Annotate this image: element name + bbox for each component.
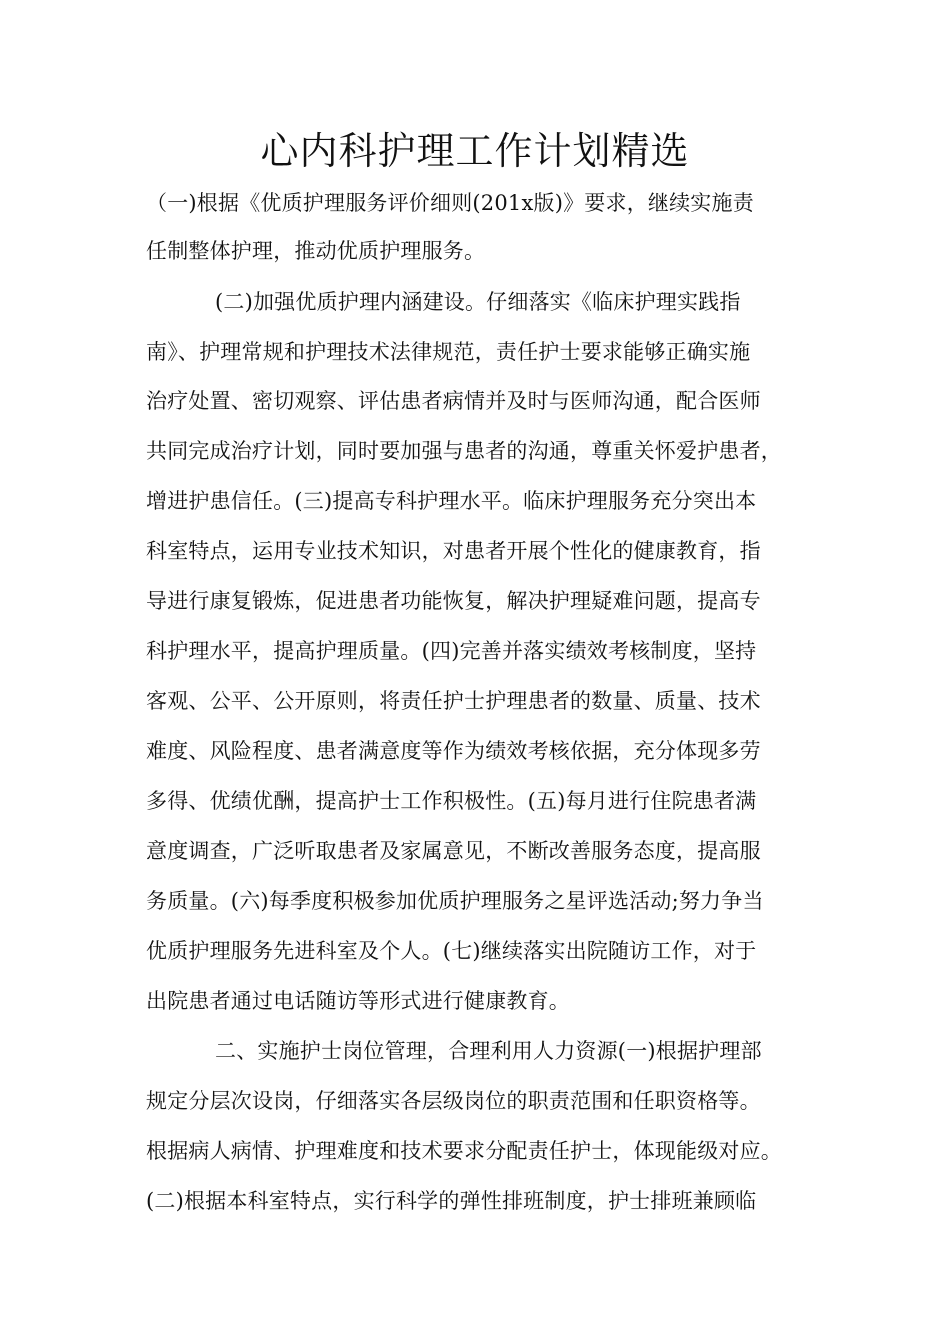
document-title: 心内科护理工作计划精选 <box>260 129 690 173</box>
text-line-11: 客观、公平、公开原则，将责任护士护理患者的数量、质量、技术 <box>146 689 761 713</box>
text-line-10: 科护理水平，提高护理质量。(四)完善并落实绩效考核制度，坚持 <box>146 639 757 663</box>
text-line-1: （一)根据《优质护理服务评价细则(201x版)》要求，继续实施责 <box>146 191 754 215</box>
text-line-8: 科室特点，运用专业技术知识，对患者开展个性化的健康教育，指 <box>146 539 761 563</box>
text-line-19: 规定分层次设岗，仔细落实各层级岗位的职责范围和任职资格等。 <box>146 1089 761 1113</box>
text-line-12: 难度、风险程度、患者满意度等作为绩效考核依据，充分体现多劳 <box>146 739 761 763</box>
text-line-21: (二)根据本科室特点，实行科学的弹性排班制度，护士排班兼顾临 <box>146 1189 757 1213</box>
text-line-2: 任制整体护理，推动优质护理服务。 <box>146 239 486 263</box>
text-line-17: 出院患者通过电话随访等形式进行健康教育。 <box>146 989 570 1013</box>
text-line-3: (二)加强优质护理内涵建设。仔细落实《临床护理实践指 <box>215 290 741 314</box>
text-line-13: 多得、优绩优酬，提高护士工作积极性。(五)每月进行住院患者满 <box>146 789 757 813</box>
text-line-14: 意度调查，广泛听取患者及家属意见，不断改善服务态度，提高服 <box>146 839 761 863</box>
text-line-16: 优质护理服务先进科室及个人。(七)继续落实出院随访工作，对于 <box>146 939 757 963</box>
text-line-9: 导进行康复锻炼，促进患者功能恢复，解决护理疑难问题，提高专 <box>146 589 761 613</box>
text-line-15: 务质量。(六)每季度积极参加优质护理服务之星评选活动;努力争当 <box>146 889 764 913</box>
text-line-20: 根据病人病情、护理难度和技术要求分配责任护士，体现能级对应。 <box>146 1139 782 1163</box>
text-line-4: 南》、护理常规和护理技术法律规范，责任护士要求能够正确实施 <box>146 340 751 364</box>
text-line-6: 共同完成治疗计划，同时要加强与患者的沟通，尊重关怀爱护患者， <box>146 439 782 463</box>
text-line-7: 增进护患信任。(三)提高专科护理水平。临床护理服务充分突出本 <box>146 489 757 513</box>
text-line-5: 治疗处置、密切观察、评估患者病情并及时与医师沟通，配合医师 <box>146 389 761 413</box>
text-line-18: 二、实施护士岗位管理，合理利用人力资源(一)根据护理部 <box>215 1039 762 1063</box>
